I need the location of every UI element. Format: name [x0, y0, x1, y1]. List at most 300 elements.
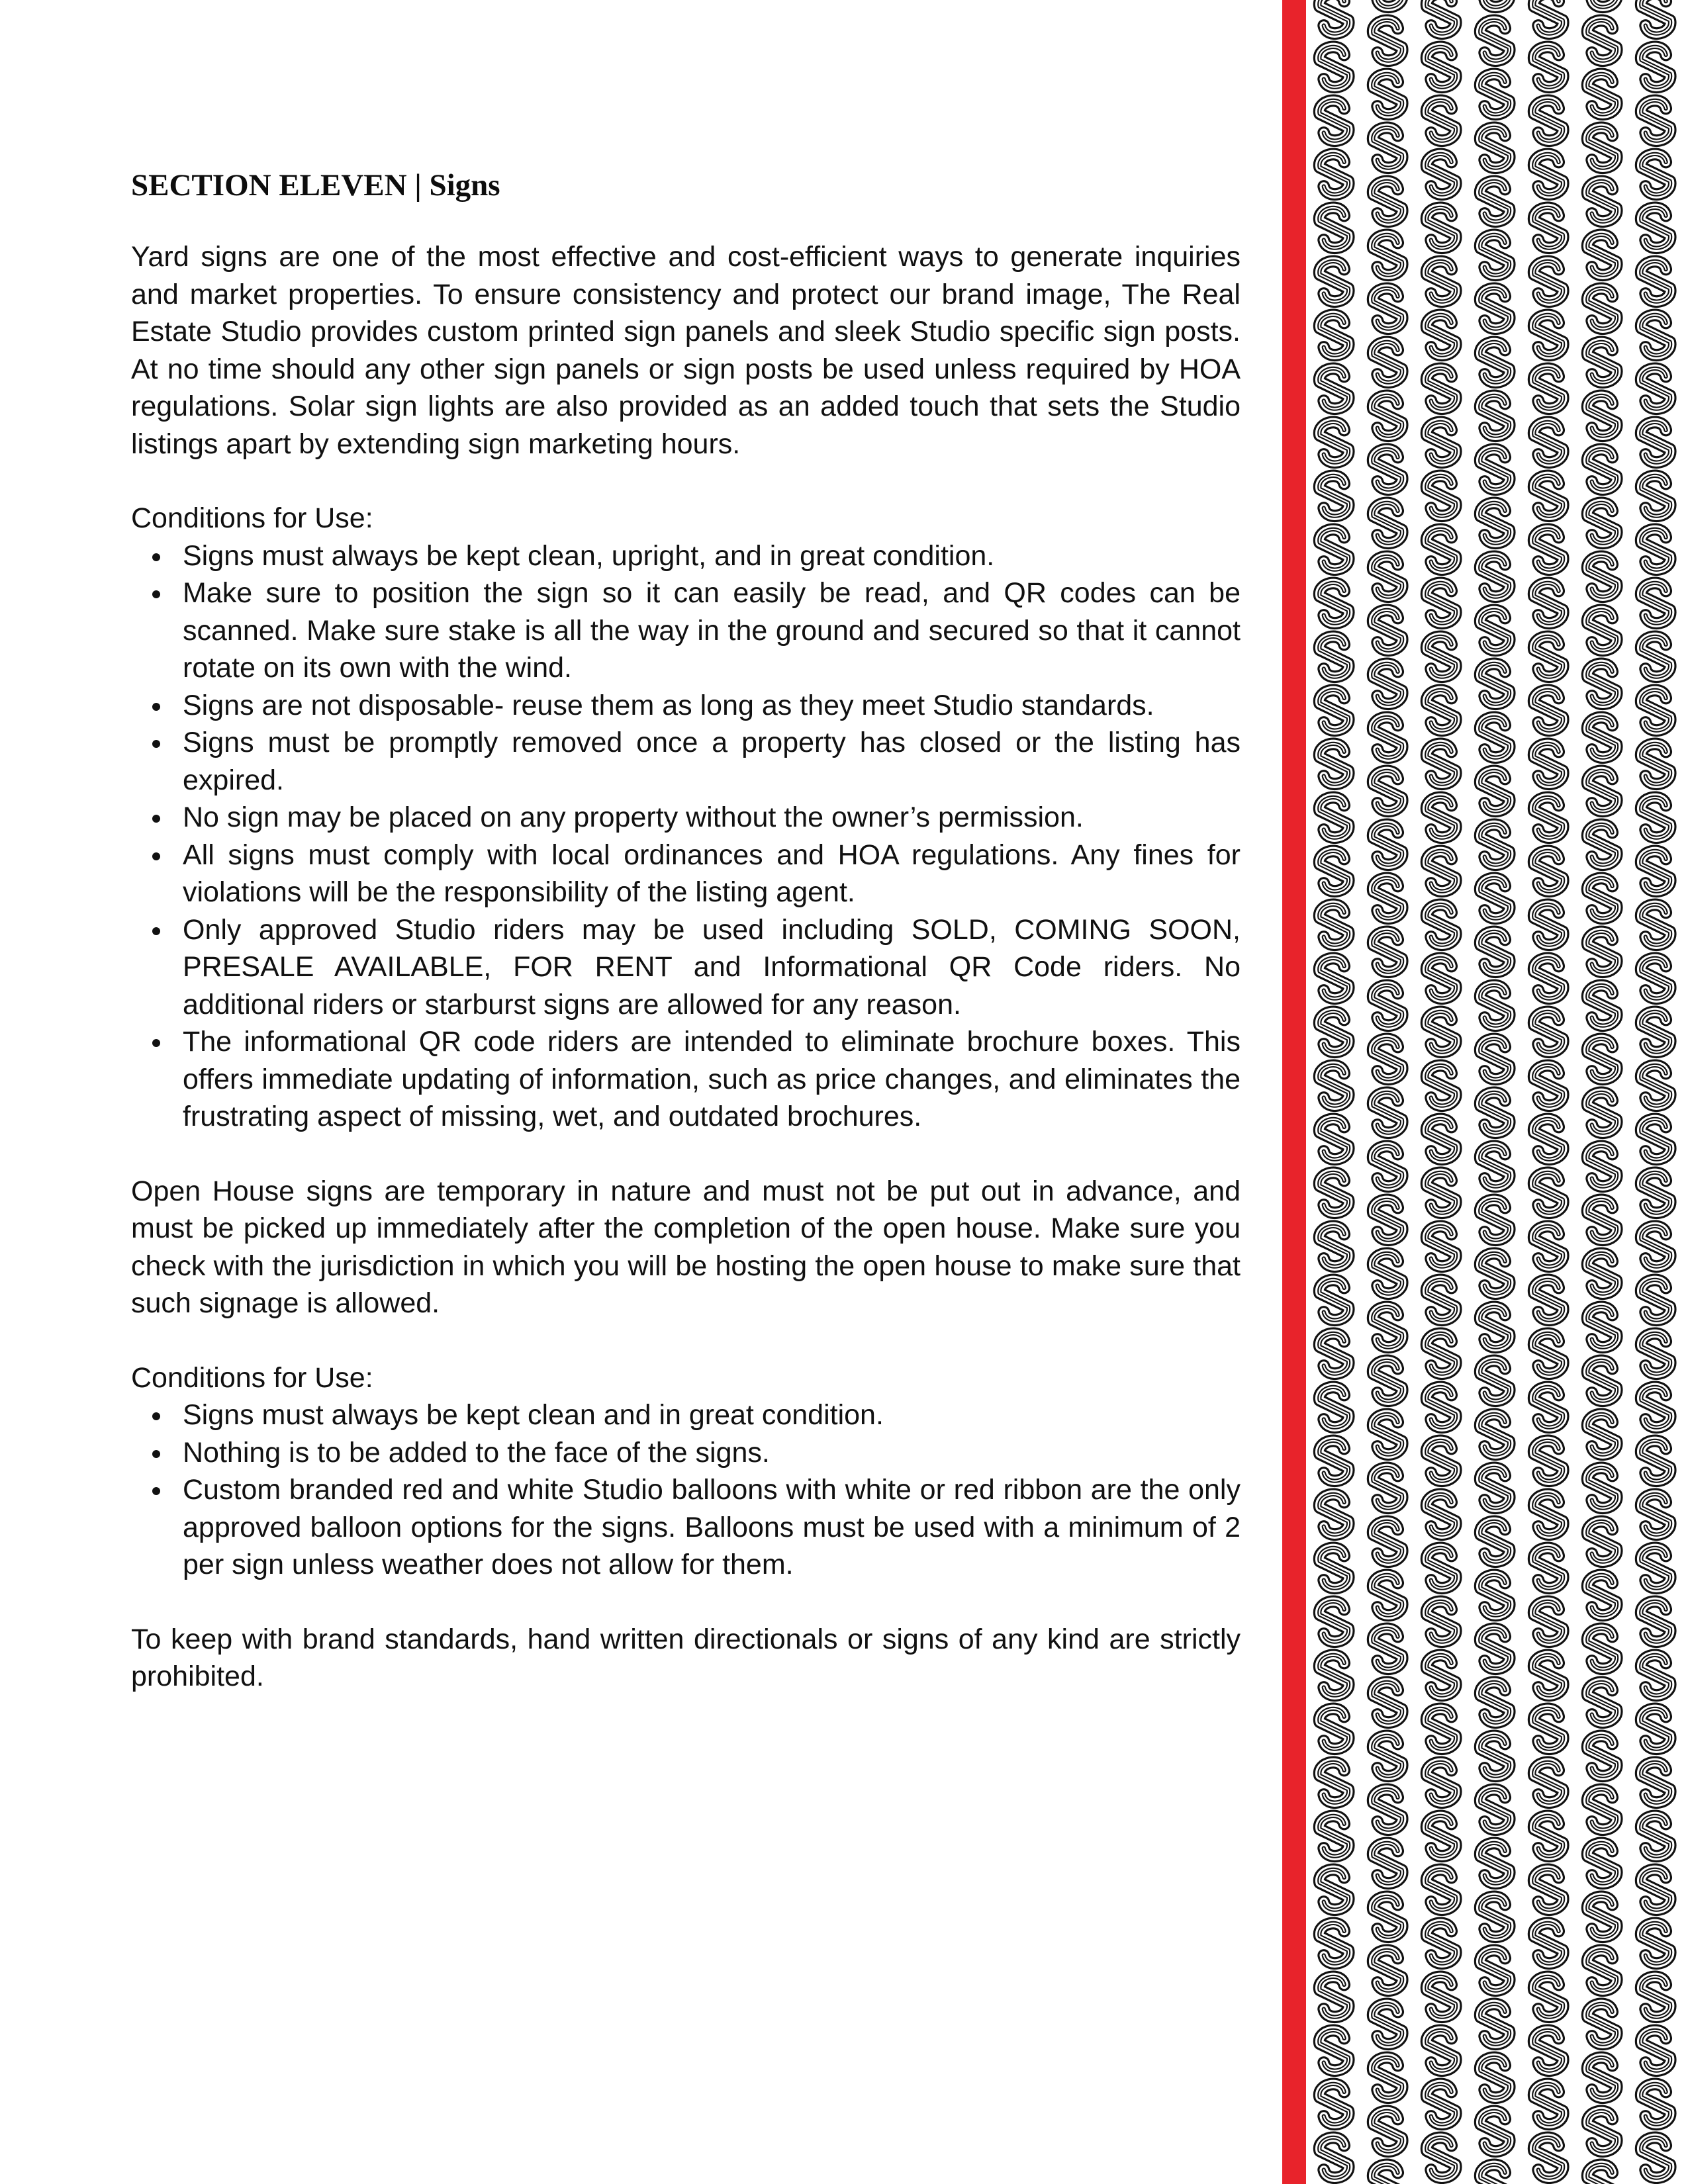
studio-s-logo-icon: [1585, 19, 1618, 63]
studio-s-logo-icon: [1639, 903, 1672, 947]
studio-s-logo-icon: [1639, 1332, 1672, 1376]
studio-s-logo-icon: [1639, 1975, 1672, 2019]
studio-s-logo-icon: [1371, 1680, 1404, 1725]
list-item: Custom branded red and white Studio balloons with white or red ribbon are the only approved balloon options for the signs. Balloons must be used with a minimum of 2 per sign unless weather does not allow for them.: [183, 1471, 1241, 1584]
studio-s-logo-icon: [1532, 1868, 1565, 1912]
studio-s-logo-icon: [1317, 1760, 1350, 1805]
studio-s-logo-icon: [1532, 1224, 1565, 1269]
studio-s-logo-icon: [1585, 715, 1618, 760]
studio-s-logo-icon: [1585, 1788, 1618, 1832]
studio-s-logo-icon: [1532, 581, 1565, 625]
studio-s-logo-icon: [1585, 179, 1618, 224]
studio-s-logo-icon: [1639, 1278, 1672, 1322]
studio-s-logo-icon: [1317, 1117, 1350, 1161]
studio-s-logo-icon: [1371, 2002, 1404, 2046]
studio-s-logo-icon: [1371, 1895, 1404, 1939]
studio-s-logo-icon: [1371, 1198, 1404, 1242]
studio-s-logo-icon: [1371, 555, 1404, 599]
studio-s-logo-icon: [1425, 1278, 1458, 1322]
intro-paragraph: Yard signs are one of the most effective and cost-efficient ways to generate inquiries and market properties. To ensure consistency and protect our brand image, The Real Estate Studio provides custom printed sign panels and sleek Studio specific sign posts. At no time should any other sign panels or sign posts be used unless required by HOA regulations. Solar sign lights are also provided as an added touch that sets the Studio listings apart by extending sign marketing hours.: [131, 241, 1241, 460]
studio-s-logo-icon: [1425, 688, 1458, 733]
studio-s-logo-icon: [1639, 313, 1672, 357]
studio-s-logo-icon: [1371, 447, 1404, 492]
studio-s-logo-icon: [1532, 1117, 1565, 1161]
logo-pattern: [1306, 0, 1688, 2184]
studio-s-logo-icon: [1317, 1814, 1350, 1858]
studio-s-logo-icon: [1532, 1653, 1565, 1698]
spacer: [131, 1322, 1241, 1359]
studio-s-logo-icon: [1585, 876, 1618, 921]
list-item: Signs are not disposable- reuse them as long as they meet Studio standards.: [183, 687, 1241, 725]
studio-s-logo-icon: [1639, 1117, 1672, 1161]
studio-s-logo-icon: [1585, 1305, 1618, 1349]
studio-s-logo-icon: [1478, 2002, 1511, 2046]
studio-s-logo-icon: [1317, 1010, 1350, 1054]
spacer: [131, 1584, 1241, 1621]
studio-s-logo-icon: [1425, 0, 1458, 36]
studio-s-logo-icon: [1585, 930, 1618, 974]
studio-s-logo-icon: [1478, 1144, 1511, 1189]
studio-s-logo-icon: [1425, 99, 1458, 143]
studio-s-logo-icon: [1532, 1600, 1565, 1644]
studio-s-logo-icon: [1532, 688, 1565, 733]
studio-s-logo-icon: [1532, 903, 1565, 947]
studio-s-logo-icon: [1317, 688, 1350, 733]
studio-s-logo-icon: [1585, 1412, 1618, 1457]
studio-s-logo-icon: [1317, 45, 1350, 89]
studio-s-logo-icon: [1478, 126, 1511, 170]
studio-s-logo-icon: [1639, 1492, 1672, 1537]
studio-s-logo-icon: [1317, 2136, 1350, 2180]
studio-s-logo-icon: [1639, 956, 1672, 1001]
studio-s-logo-icon: [1532, 259, 1565, 304]
studio-s-logo-icon: [1639, 1653, 1672, 1698]
studio-s-logo-icon: [1317, 259, 1350, 304]
studio-s-logo-icon: [1371, 1359, 1404, 1403]
yard-conditions-list: [131, 537, 1241, 1136]
studio-s-logo-icon: [1478, 179, 1511, 224]
studio-s-logo-icon: [1532, 1760, 1565, 1805]
studio-s-logo-icon: [1371, 501, 1404, 545]
list-item: Only approved Studio riders may be used including SOLD, COMING SOON, PRESALE AVAILABLE, FOR RENT and Informational QR Code riders. No additional riders or starburst signs are allowed for any reason.: [183, 911, 1241, 1024]
studio-s-logo-icon: [1425, 1868, 1458, 1912]
closing-paragraph: To keep with brand standards, hand written directionals or signs of any kind are strictly prohibited.: [131, 1623, 1241, 1692]
studio-s-logo-icon: [1532, 1707, 1565, 1751]
list-item: Nothing is to be added to the face of the signs.: [183, 1434, 1241, 1472]
studio-s-logo-icon: [1371, 1305, 1404, 1349]
studio-s-logo-icon: [1478, 1359, 1511, 1403]
studio-s-logo-icon: [1532, 99, 1565, 143]
studio-s-logo-icon: [1371, 608, 1404, 653]
studio-s-logo-icon: [1478, 1520, 1511, 1564]
studio-s-logo-icon: [1425, 635, 1458, 679]
studio-s-logo-icon: [1317, 956, 1350, 1001]
studio-s-logo-icon: [1478, 2109, 1511, 2154]
open-house-conditions-label: Conditions for Use:: [131, 1361, 373, 1394]
studio-s-logo-icon: [1639, 796, 1672, 840]
section-content: [131, 165, 1241, 1696]
studio-s-logo-icon: [1639, 1439, 1672, 1483]
studio-s-logo-icon: [1585, 287, 1618, 331]
studio-s-logo-icon: [1371, 1144, 1404, 1189]
studio-s-logo-icon: [1371, 287, 1404, 331]
section-title: SECTION ELEVEN | Signs: [131, 168, 500, 203]
studio-s-logo-icon: [1585, 0, 1618, 9]
studio-s-logo-icon: [1585, 1841, 1618, 1886]
studio-s-logo-icon: [1478, 1948, 1511, 1993]
studio-s-logo-icon: [1317, 2082, 1350, 2126]
studio-s-logo-icon: [1478, 1627, 1511, 1671]
studio-s-logo-icon: [1478, 930, 1511, 974]
studio-s-logo-icon: [1317, 581, 1350, 625]
studio-s-logo-icon: [1425, 206, 1458, 250]
studio-s-logo-icon: [1317, 99, 1350, 143]
studio-s-logo-icon: [1317, 206, 1350, 250]
studio-s-logo-icon: [1585, 608, 1618, 653]
studio-s-logo-icon: [1425, 849, 1458, 893]
studio-s-logo-icon: [1317, 152, 1350, 197]
studio-s-logo-icon: [1371, 0, 1404, 9]
studio-s-logo-icon: [1639, 1064, 1672, 1108]
studio-s-logo-icon: [1317, 635, 1350, 679]
studio-s-logo-icon: [1585, 1466, 1618, 1510]
list-item: Signs must be promptly removed once a property has closed or the listing has expired.: [183, 724, 1241, 799]
studio-s-logo-icon: [1639, 99, 1672, 143]
studio-s-logo-icon: [1532, 1439, 1565, 1483]
studio-s-logo-icon: [1317, 474, 1350, 518]
studio-s-logo-icon: [1371, 394, 1404, 438]
studio-s-logo-icon: [1532, 1171, 1565, 1215]
studio-s-logo-icon: [1317, 367, 1350, 411]
studio-s-logo-icon: [1371, 1520, 1404, 1564]
studio-s-logo-icon: [1532, 1921, 1565, 1966]
studio-s-logo-icon: [1639, 1707, 1672, 1751]
studio-s-logo-icon: [1639, 527, 1672, 572]
studio-s-logo-icon: [1425, 903, 1458, 947]
studio-s-logo-icon: [1532, 367, 1565, 411]
studio-s-logo-icon: [1317, 903, 1350, 947]
studio-s-logo-icon: [1317, 2028, 1350, 2073]
studio-s-logo-icon: [1425, 956, 1458, 1001]
studio-s-logo-icon: [1317, 742, 1350, 786]
studio-s-logo-icon: [1317, 1171, 1350, 1215]
studio-s-logo-icon: [1317, 1492, 1350, 1537]
studio-s-logo-icon: [1478, 555, 1511, 599]
studio-s-logo-icon: [1639, 45, 1672, 89]
studio-s-logo-icon: [1585, 1198, 1618, 1242]
studio-s-logo-icon: [1532, 420, 1565, 465]
studio-s-logo-icon: [1532, 2136, 1565, 2180]
studio-s-logo-icon: [1478, 1573, 1511, 1617]
studio-s-logo-icon: [1478, 769, 1511, 813]
studio-s-logo-icon: [1639, 1921, 1672, 1966]
studio-s-logo-icon: [1639, 688, 1672, 733]
studio-s-logo-icon: [1532, 1385, 1565, 1430]
studio-s-logo-icon: [1425, 1921, 1458, 1966]
studio-s-logo-icon: [1317, 1278, 1350, 1322]
studio-s-logo-icon: [1371, 340, 1404, 385]
studio-s-logo-icon: [1478, 1788, 1511, 1832]
studio-s-logo-icon: [1317, 1385, 1350, 1430]
studio-s-logo-icon: [1317, 420, 1350, 465]
studio-s-logo-icon: [1371, 179, 1404, 224]
open-house-paragraph: Open House signs are temporary in nature and must not be put out in advance, and must be picked up immediately after the completion of the open house. Make sure you check with the jurisdiction in which you will be hosting the open house to make sure that such signage is allowed.: [131, 1175, 1241, 1319]
studio-s-logo-icon: [1639, 1868, 1672, 1912]
spacer: [131, 1136, 1241, 1173]
studio-s-logo-icon: [1639, 1760, 1672, 1805]
studio-s-logo-icon: [1639, 1600, 1672, 1644]
studio-s-logo-icon: [1425, 420, 1458, 465]
studio-s-logo-icon: [1425, 796, 1458, 840]
studio-s-logo-icon: [1371, 1627, 1404, 1671]
studio-s-logo-icon: [1425, 1064, 1458, 1108]
studio-s-logo-icon: [1585, 662, 1618, 706]
studio-s-logo-icon: [1317, 1064, 1350, 1108]
studio-s-logo-icon: [1317, 313, 1350, 357]
studio-s-logo-icon: [1425, 152, 1458, 197]
studio-s-logo-icon: [1371, 1091, 1404, 1135]
studio-s-logo-icon: [1478, 233, 1511, 277]
studio-s-logo-icon: [1425, 527, 1458, 572]
studio-s-logo-icon: [1371, 1734, 1404, 1778]
studio-s-logo-icon: [1317, 1439, 1350, 1483]
studio-s-logo-icon: [1532, 45, 1565, 89]
studio-s-logo-icon: [1478, 1734, 1511, 1778]
studio-s-logo-icon: [1371, 2163, 1404, 2184]
studio-s-logo-icon: [1585, 233, 1618, 277]
studio-s-logo-icon: [1585, 2163, 1618, 2184]
studio-s-logo-icon: [1478, 72, 1511, 116]
studio-s-logo-icon: [1532, 0, 1565, 36]
studio-s-logo-icon: [1532, 742, 1565, 786]
studio-s-logo-icon: [1639, 1814, 1672, 1858]
studio-s-logo-icon: [1317, 0, 1350, 36]
list-item: The informational QR code riders are intended to eliminate brochure boxes. This offers immediate updating of information, such as price changes, and eliminates the frustrating aspect of missing, wet, and outdated brochures.: [183, 1023, 1241, 1136]
studio-s-logo-icon: [1371, 233, 1404, 277]
studio-s-logo-icon: [1639, 849, 1672, 893]
studio-s-logo-icon: [1478, 983, 1511, 1028]
studio-s-logo-icon: [1639, 742, 1672, 786]
logo-pattern-panel: [1306, 0, 1688, 2184]
studio-s-logo-icon: [1532, 474, 1565, 518]
studio-s-logo-icon: [1317, 1707, 1350, 1751]
studio-s-logo-icon: [1585, 769, 1618, 813]
studio-s-logo-icon: [1317, 1224, 1350, 1269]
studio-s-logo-icon: [1425, 45, 1458, 89]
studio-s-logo-icon: [1478, 1412, 1511, 1457]
studio-s-logo-icon: [1585, 555, 1618, 599]
studio-s-logo-icon: [1425, 2028, 1458, 2073]
studio-s-logo-icon: [1639, 1546, 1672, 1590]
studio-s-logo-icon: [1371, 715, 1404, 760]
studio-s-logo-icon: [1425, 1814, 1458, 1858]
studio-s-logo-icon: [1317, 1546, 1350, 1590]
studio-s-logo-icon: [1478, 1895, 1511, 1939]
studio-s-logo-icon: [1478, 19, 1511, 63]
studio-s-logo-icon: [1371, 823, 1404, 867]
studio-s-logo-icon: [1532, 1492, 1565, 1537]
studio-s-logo-icon: [1478, 340, 1511, 385]
studio-s-logo-icon: [1639, 2082, 1672, 2126]
open-house-conditions-list: [131, 1396, 1241, 1584]
studio-s-logo-icon: [1425, 1171, 1458, 1215]
studio-s-logo-icon: [1478, 0, 1511, 9]
studio-s-logo-icon: [1371, 19, 1404, 63]
studio-s-logo-icon: [1639, 1385, 1672, 1430]
studio-s-logo-icon: [1478, 447, 1511, 492]
studio-s-logo-icon: [1478, 608, 1511, 653]
studio-s-logo-icon: [1585, 1680, 1618, 1725]
studio-s-logo-icon: [1639, 635, 1672, 679]
studio-s-logo-icon: [1585, 1520, 1618, 1564]
studio-s-logo-icon: [1371, 1948, 1404, 1993]
studio-s-logo-icon: [1425, 1385, 1458, 1430]
yard-conditions-label: Conditions for Use:: [131, 502, 373, 534]
studio-s-logo-icon: [1585, 2109, 1618, 2154]
studio-s-logo-icon: [1532, 152, 1565, 197]
studio-s-logo-icon: [1425, 1492, 1458, 1537]
studio-s-logo-icon: [1532, 2028, 1565, 2073]
studio-s-logo-icon: [1478, 287, 1511, 331]
studio-s-logo-icon: [1371, 2109, 1404, 2154]
list-item: Signs must always be kept clean and in great condition.: [183, 1396, 1241, 1434]
studio-s-logo-icon: [1317, 796, 1350, 840]
studio-s-logo-icon: [1585, 2002, 1618, 2046]
studio-s-logo-icon: [1425, 2136, 1458, 2180]
studio-s-logo-icon: [1585, 1091, 1618, 1135]
studio-s-logo-icon: [1532, 635, 1565, 679]
list-item: All signs must comply with local ordinances and HOA regulations. Any fines for violations will be the responsibility of the listing agent.: [183, 837, 1241, 911]
studio-s-logo-icon: [1585, 2056, 1618, 2100]
studio-s-logo-icon: [1425, 1975, 1458, 2019]
studio-s-logo-icon: [1585, 1948, 1618, 1993]
studio-s-logo-icon: [1585, 340, 1618, 385]
studio-s-logo-icon: [1478, 1841, 1511, 1886]
studio-s-logo-icon: [1425, 367, 1458, 411]
studio-s-logo-icon: [1317, 1868, 1350, 1912]
studio-s-logo-icon: [1639, 2136, 1672, 2180]
studio-s-logo-icon: [1371, 2056, 1404, 2100]
studio-s-logo-icon: [1478, 1091, 1511, 1135]
studio-s-logo-icon: [1425, 1010, 1458, 1054]
studio-s-logo-icon: [1425, 1546, 1458, 1590]
studio-s-logo-icon: [1317, 1600, 1350, 1644]
studio-s-logo-icon: [1478, 501, 1511, 545]
studio-s-logo-icon: [1317, 1653, 1350, 1698]
studio-s-logo-icon: [1532, 1814, 1565, 1858]
studio-s-logo-icon: [1371, 72, 1404, 116]
studio-s-logo-icon: [1425, 1600, 1458, 1644]
studio-s-logo-icon: [1639, 2028, 1672, 2073]
studio-s-logo-icon: [1317, 1332, 1350, 1376]
studio-s-logo-icon: [1478, 394, 1511, 438]
studio-s-logo-icon: [1532, 1975, 1565, 2019]
studio-s-logo-icon: [1639, 152, 1672, 197]
studio-s-logo-icon: [1532, 849, 1565, 893]
studio-s-logo-icon: [1317, 1921, 1350, 1966]
studio-s-logo-icon: [1371, 126, 1404, 170]
studio-s-logo-icon: [1639, 474, 1672, 518]
studio-s-logo-icon: [1639, 1010, 1672, 1054]
studio-s-logo-icon: [1532, 1010, 1565, 1054]
studio-s-logo-icon: [1371, 1251, 1404, 1296]
studio-s-logo-icon: [1371, 1573, 1404, 1617]
studio-s-logo-icon: [1425, 1439, 1458, 1483]
studio-s-logo-icon: [1585, 1251, 1618, 1296]
studio-s-logo-icon: [1532, 1278, 1565, 1322]
studio-s-logo-icon: [1478, 1305, 1511, 1349]
studio-s-logo-icon: [1478, 1680, 1511, 1725]
studio-s-logo-icon: [1371, 930, 1404, 974]
studio-s-logo-icon: [1478, 715, 1511, 760]
studio-s-logo-icon: [1425, 313, 1458, 357]
studio-s-logo-icon: [1585, 823, 1618, 867]
spacer: [131, 463, 1241, 500]
studio-s-logo-icon: [1478, 876, 1511, 921]
studio-s-logo-icon: [1639, 0, 1672, 36]
studio-s-logo-icon: [1639, 420, 1672, 465]
studio-s-logo-icon: [1425, 474, 1458, 518]
studio-s-logo-icon: [1639, 1171, 1672, 1215]
red-accent-stripe: [1282, 0, 1306, 2184]
studio-s-logo-icon: [1425, 1653, 1458, 1698]
studio-s-logo-icon: [1425, 1707, 1458, 1751]
studio-s-logo-icon: [1532, 206, 1565, 250]
studio-s-logo-icon: [1585, 1037, 1618, 1081]
studio-s-logo-icon: [1532, 313, 1565, 357]
studio-s-logo-icon: [1371, 1841, 1404, 1886]
studio-s-logo-icon: [1425, 1332, 1458, 1376]
studio-s-logo-icon: [1371, 876, 1404, 921]
studio-s-logo-icon: [1371, 1037, 1404, 1081]
studio-s-logo-icon: [1639, 259, 1672, 304]
studio-s-logo-icon: [1585, 72, 1618, 116]
studio-s-logo-icon: [1317, 527, 1350, 572]
studio-s-logo-icon: [1532, 527, 1565, 572]
studio-s-logo-icon: [1425, 1117, 1458, 1161]
studio-s-logo-icon: [1585, 1734, 1618, 1778]
studio-s-logo-icon: [1371, 769, 1404, 813]
studio-s-logo-icon: [1532, 1064, 1565, 1108]
studio-s-logo-icon: [1532, 2082, 1565, 2126]
studio-s-logo-icon: [1585, 126, 1618, 170]
studio-s-logo-icon: [1532, 1332, 1565, 1376]
studio-s-logo-icon: [1532, 1546, 1565, 1590]
studio-s-logo-icon: [1425, 581, 1458, 625]
studio-s-logo-icon: [1478, 1251, 1511, 1296]
studio-s-logo-icon: [1639, 367, 1672, 411]
studio-s-logo-icon: [1639, 206, 1672, 250]
studio-s-logo-icon: [1585, 501, 1618, 545]
studio-s-logo-icon: [1478, 1198, 1511, 1242]
studio-s-logo-icon: [1371, 983, 1404, 1028]
list-item: Make sure to position the sign so it can easily be read, and QR codes can be scanned. Make sure stake is all the way in the ground and secured so that it cannot rotate on its own with the wind.: [183, 574, 1241, 687]
studio-s-logo-icon: [1371, 1412, 1404, 1457]
studio-s-logo-icon: [1425, 1224, 1458, 1269]
studio-s-logo-icon: [1532, 956, 1565, 1001]
studio-s-logo-icon: [1478, 662, 1511, 706]
studio-s-logo-icon: [1371, 662, 1404, 706]
studio-s-logo-icon: [1317, 1975, 1350, 2019]
list-item: No sign may be placed on any property without the owner’s permission.: [183, 799, 1241, 837]
studio-s-logo-icon: [1425, 742, 1458, 786]
studio-s-logo-icon: [1532, 796, 1565, 840]
studio-s-logo-icon: [1639, 1224, 1672, 1269]
studio-s-logo-icon: [1425, 1760, 1458, 1805]
studio-s-logo-icon: [1425, 259, 1458, 304]
studio-s-logo-icon: [1585, 1359, 1618, 1403]
studio-s-logo-icon: [1585, 1144, 1618, 1189]
